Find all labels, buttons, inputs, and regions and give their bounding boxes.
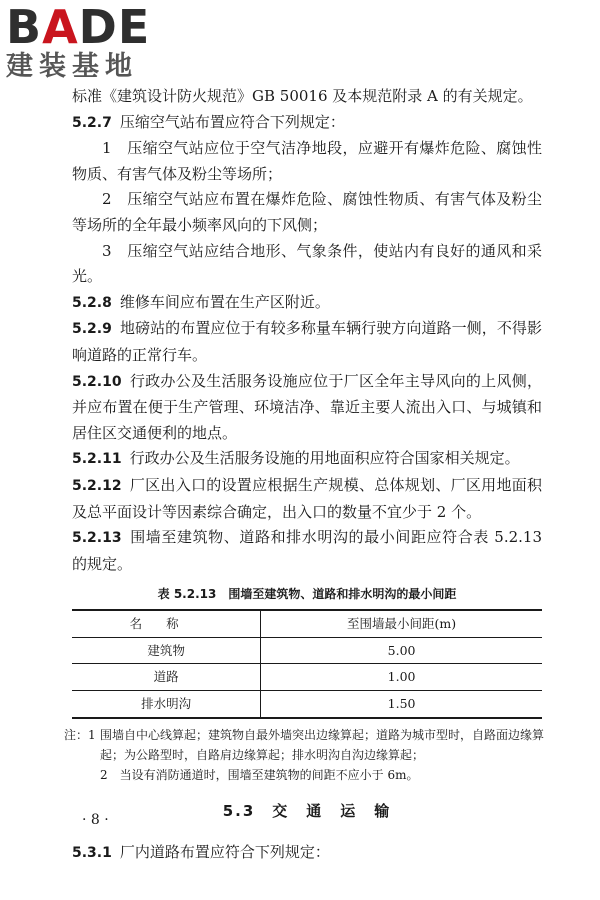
table-row	[72, 637, 542, 664]
note-1: 围墙自中心线算起；建筑物自最外墙突出边缘算起；道路为城市型时，自路面边缘算起；为公路型时，自路肩边缘算起；排水明沟自沟边缘算起；	[100, 727, 545, 762]
note-label: 注：1	[64, 727, 96, 742]
clause-5-2-9: 5.2.9 地磅站的布置应位于有较多称量车辆行驶方向道路一侧，不得影响道路的正常行车。	[72, 319, 542, 364]
row-name: 排水明沟	[72, 691, 261, 718]
table-header-row	[72, 610, 542, 637]
clause-5-2-13: 5.2.13 围墙至建筑物、道路和排水明沟的最小间距应符合表 5.2.13 的规定。	[72, 528, 542, 573]
row-name: 建筑物	[72, 637, 261, 664]
table-caption: 表 5.2.13 围墙至建筑物、道路和排水明沟的最小间距	[157, 587, 457, 602]
table-notes	[64, 725, 544, 785]
clause-5-2-7-item-2: 2 压缩空气站应布置在爆炸危险、腐蚀性物质、有害气体及粉尘等场所的全年最小频率风向的下风侧；	[72, 190, 542, 234]
row-value: 5.00	[261, 637, 542, 664]
logo-subtitle: 建装基地	[6, 51, 138, 82]
intro-line: 标准《建筑设计防火规范》GB 50016 及本规范附录 A 的有关规定。	[72, 87, 533, 105]
logo-wordmark: BADE	[6, 0, 151, 54]
document-page	[64, 84, 545, 867]
clause-5-2-10: 5.2.10 行政办公及生活服务设施应位于厂区全年主导风向的上风侧，并应布置在便于生产管理、环境洁净、靠近主要人流出入口、与城镇和居住区交通便利的地点。	[72, 371, 542, 442]
table-row	[72, 691, 542, 718]
clause-5-2-8: 5.2.8 维修车间应布置在生产区附近。	[72, 292, 330, 311]
clause-5-2-11: 5.2.11 行政办公及生活服务设施的用地面积应符合国家相关规定。	[72, 449, 520, 468]
clause-5-2-7: 5.2.7 压缩空气站布置应符合下列规定：	[72, 112, 345, 131]
section-title: 5.3 交 通 运 输	[222, 801, 392, 820]
header-name: 名称	[72, 610, 261, 637]
row-value: 1.00	[261, 664, 542, 691]
table-row	[72, 664, 542, 691]
note-2: 2 当设有消防通道时，围墙至建筑物的间距不应小于 6m。	[100, 767, 419, 782]
clause-5-2-7-item-1: 1 压缩空气站应位于空气洁净地段，应避开有爆炸危险、腐蚀性物质、有害气体及粉尘等场所；	[72, 139, 542, 183]
header-distance: 至围墙最小间距(m)	[261, 610, 542, 637]
clause-5-2-12: 5.2.12 厂区出入口的设置应根据生产规模、总体规划、厂区用地面积及总平面设计等因素综合确定，出入口的数量不宜少于 2 个。	[72, 475, 542, 521]
row-value: 1.50	[261, 691, 542, 718]
spacing-table	[72, 609, 542, 718]
site-logo	[6, 0, 151, 82]
row-name: 道路	[72, 664, 261, 691]
clause-5-2-7-item-3: 3 压缩空气站应结合地形、气象条件，使站内有良好的通风和采光。	[72, 241, 542, 286]
clause-5-3-1: 5.3.1 厂内道路布置应符合下列规定：	[72, 843, 330, 862]
page-number: · 8 ·	[82, 812, 109, 828]
